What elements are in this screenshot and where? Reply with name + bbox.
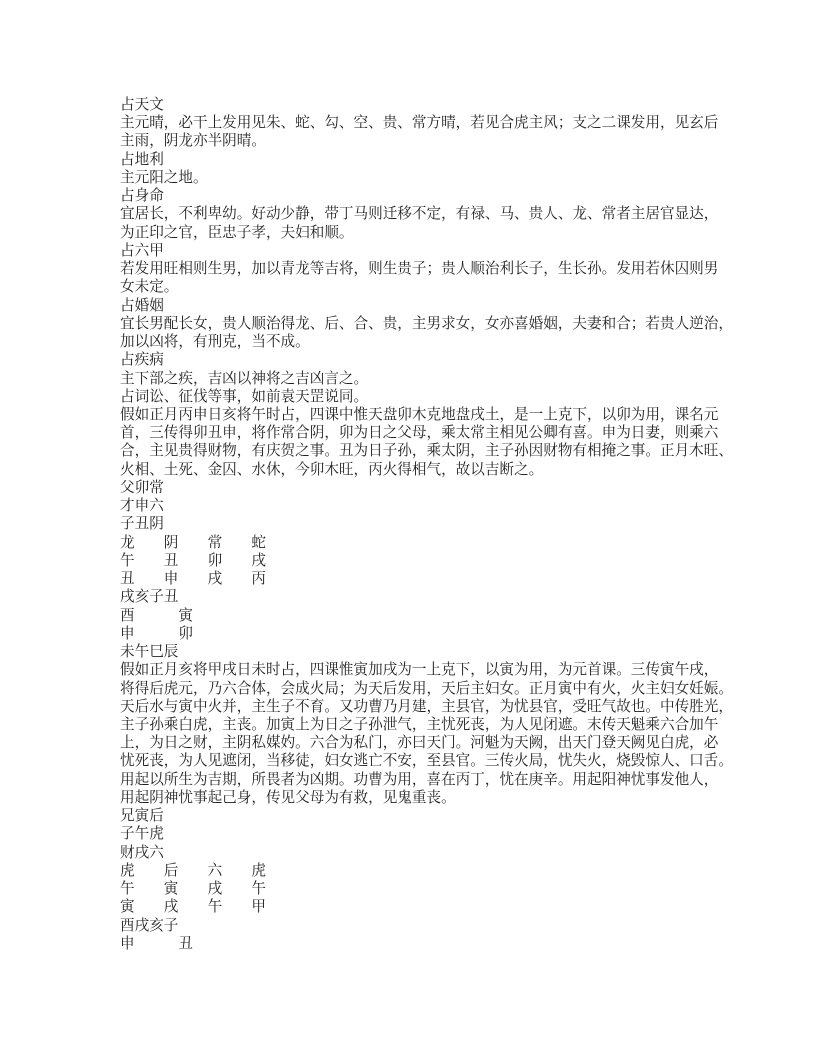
- text-line: 忧死丧，为人见遮闭，当移徒，妇女逃亡不安，至县官。三传火局，忧失火，烧毁惊人、口舌。: [120, 753, 733, 770]
- text-line: 占地利: [120, 151, 164, 168]
- text-line: 午 丑 卯 戌: [120, 552, 266, 569]
- text-line: 假如正月亥将甲戌日未时占，四课惟寅加戌为一上克下，以寅为用，为元首课。三传寅午戌，: [120, 662, 719, 679]
- text-line: 申 丑: [120, 935, 193, 952]
- text-line: 宜居长，不利卑幼。好动少静，带丁马则迁移不定，有禄、马、贵人、龙、常者主居官显达，: [120, 206, 719, 223]
- text-line: 假如正月丙申日亥将午时占，四课中惟天盘卯木克地盘戌土，是一上克下，以卯为用，课名元: [120, 406, 719, 423]
- text-line: 子午虎: [120, 826, 164, 843]
- text-line: 酉戌亥子: [120, 917, 179, 934]
- text-line: 主下部之疾，吉凶以神将之吉凶言之。: [120, 370, 369, 387]
- text-line: 午 寅 戌 午: [120, 881, 266, 898]
- text-line: 兄寅后: [120, 808, 164, 825]
- text-line: 占六甲: [120, 242, 164, 259]
- text-line: 天后水与寅中火并，主生子不育。又功曹乃月建，主县官，为忧县官，受旺气故也。中传胜光，: [120, 698, 733, 715]
- text-line: 女未定。: [120, 279, 179, 296]
- text-line: 为正印之官，臣忠子孝，夫妇和顺。: [120, 224, 354, 241]
- text-line: 用起阴神忧事起己身，传见父母为有救，见鬼重丧。: [120, 789, 456, 806]
- text-line: 若发用旺相则生男，加以青龙等吉将，则生贵子；贵人顺治利长子，生长孙。发用若休囚则男: [120, 261, 719, 278]
- text-line: 将得后虎元，乃六合体，会成火局；为天后发用，天后主妇女。正月寅中有火，火主妇女妊娠。: [120, 680, 733, 697]
- text-line: 首，三传得卯丑申，将作常合阴，卯为日之父母，乘太常主相见公卿有喜。申为日妻，则乘六: [120, 425, 719, 442]
- text-line: 主雨，阴龙亦半阴晴。: [120, 133, 266, 150]
- text-line: 上，为日之财，主阴私媒妁。六合为私门，亦曰天门。河魁为天阙，出天门登天阙见白虎，必: [120, 735, 719, 752]
- text-line: 申 卯: [120, 625, 193, 642]
- text-line: 火相、土死、金囚、水休，今卯木旺，丙火得相气，故以吉断之。: [120, 461, 544, 478]
- text-line: 占疾病: [120, 352, 164, 369]
- text-line: 主元阳之地。: [120, 169, 208, 186]
- text-line: 才申六: [120, 498, 164, 515]
- text-line: 宜长男配长女，贵人顺治得龙、后、合、贵，主男求女，女亦喜婚姻，夫妻和合；若贵人逆治，: [120, 315, 733, 332]
- text-line: 龙 阴 常 蛇: [120, 534, 266, 551]
- text-line: 戌亥子丑: [120, 589, 179, 606]
- text-line: 占婚姻: [120, 297, 164, 314]
- text-line: 占天文: [120, 97, 164, 113]
- text-line: 用起以所生为吉期，所畏者为凶期。功曹为用，喜在丙丁，忧在庚辛。用起阳神忧事发他人，: [120, 771, 719, 788]
- text-line: 酉 寅: [120, 607, 193, 624]
- text-line: 寅 戌 午 甲: [120, 899, 266, 916]
- text-line: 加以凶将，有刑克，当不成。: [120, 334, 310, 351]
- text-line: 财戌六: [120, 844, 164, 861]
- text-line: 未午巳辰: [120, 644, 179, 661]
- text-line: 主元晴，必干上发用见朱、蛇、勾、空、贵、常方晴，若见合虎主风；支之二课发用，见玄后: [120, 115, 719, 132]
- text-line: 虎 后 六 虎: [120, 862, 266, 879]
- text-line: 父卯常: [120, 479, 164, 496]
- text-line: 主子孙乘白虎，主丧。加寅上为日之子孙泄气，主忧死丧，为人见闭遮。末传天魁乘六合加午: [120, 716, 719, 733]
- text-line: 占身命: [120, 188, 164, 205]
- text-line: 合，主见贵得财物，有庆贺之事。丑为日子孙，乘太阴，主子孙因财物有相掩之事。正月木旺、: [120, 443, 733, 460]
- text-line: 占词讼、征伐等事，如前袁天罡说同。: [120, 388, 369, 405]
- text-block: [120, 96, 733, 953]
- text-line: 丑 申 戌 丙: [120, 571, 266, 588]
- text-line: 子丑阴: [120, 516, 164, 533]
